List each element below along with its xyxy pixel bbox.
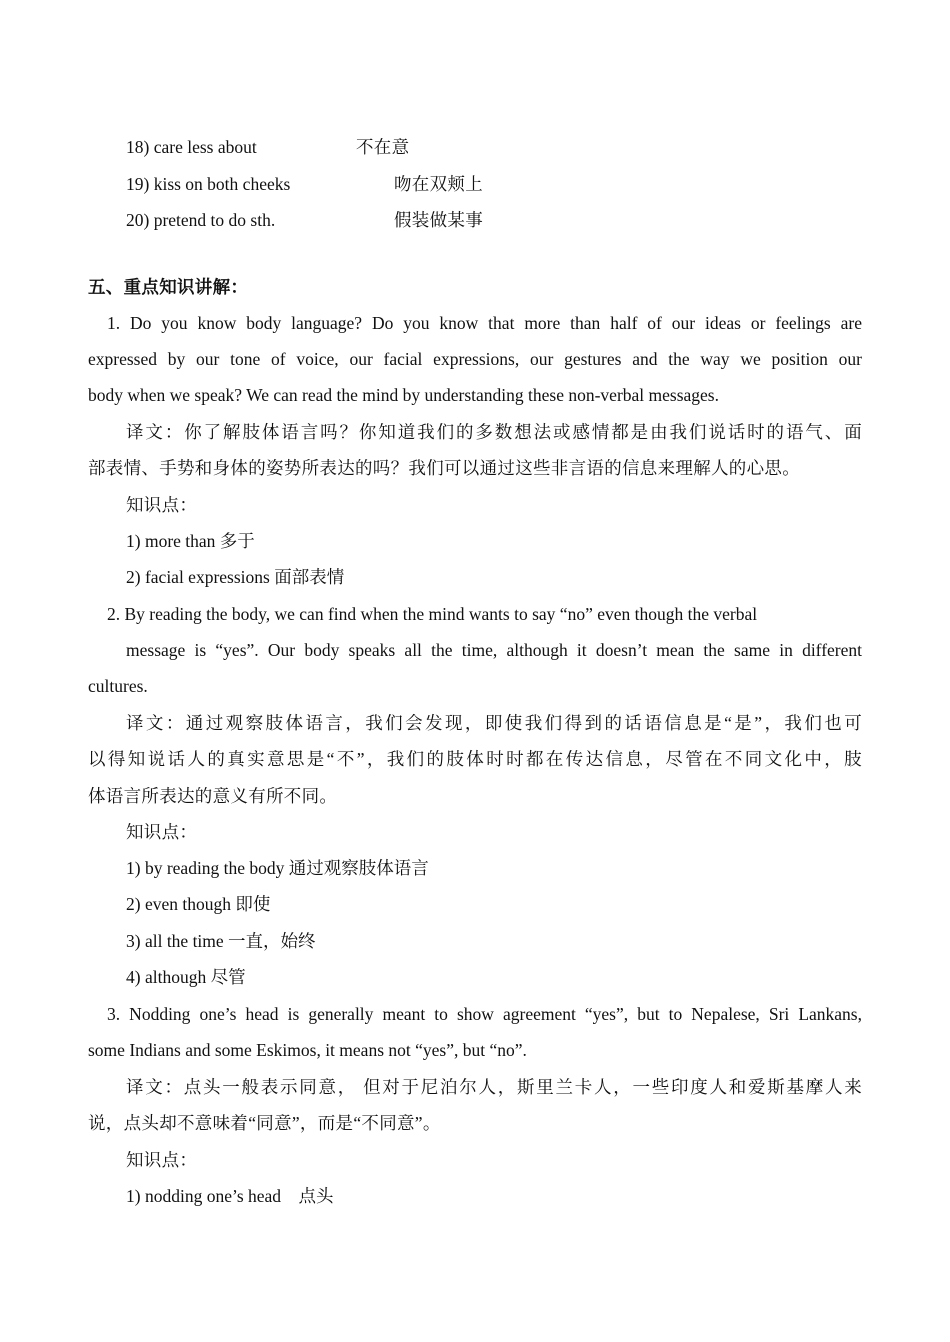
item3-point-1: 1) nodding one’s head 点头 [126, 1186, 334, 1206]
item1-point-1: 1) more than 多于 [126, 531, 255, 551]
vocab-num: 20) [126, 210, 150, 230]
vocab-num: 19) [126, 174, 150, 194]
vocab-item-18-zh: 不在意 [356, 137, 410, 157]
item1-translation-line1: 译文：你了解肢体语言吗？你知道我们的多数想法或感情都是由我们说话时的语气、面 [126, 422, 862, 442]
item2-point-4: 4) although 尽管 [126, 967, 246, 987]
item2-point-3: 3) all the time 一直，始终 [126, 931, 316, 951]
vocab-num: 18) [126, 137, 150, 157]
item2-line1: 2. By reading the body, we can find when the mind wants to say “no” even though the verbal [107, 604, 758, 624]
item2-point-2: 2) even though 即使 [126, 894, 271, 914]
vocab-item-20-en [126, 209, 275, 231]
vocab-item-18-en [126, 136, 257, 158]
item2-line3: cultures. [88, 676, 148, 696]
item1-line2: expressed by our tone of voice, our facial expressions, our gestures and the way we position our [88, 349, 862, 369]
item2-translation-line1: 译文：通过观察肢体语言，我们会发现，即使我们得到的话语信息是“是”，我们也可 [126, 713, 862, 733]
item1-points-label: 知识点： [126, 495, 198, 515]
item1-line3: body when we speak? We can read the mind by understanding these non-verbal messages. [88, 385, 719, 405]
item2-translation-line3: 体语言所表达的意义有所不同。 [88, 786, 338, 806]
vocab-en: kiss on both cheeks [153, 174, 291, 194]
item1-translation-line2: 部表情、手势和身体的姿势所表达的吗？我们可以通过这些非言语的信息来理解人的心思。 [88, 458, 800, 478]
vocab-en: pretend to do sth. [153, 210, 276, 230]
item3-points-label: 知识点： [126, 1150, 198, 1170]
item2-translation-line2: 以得知说话人的真实意思是“不”，我们的肢体时时都在传达信息，尽管在不同文化中，肢 [88, 749, 862, 769]
item2-point-1: 1) by reading the body 通过观察肢体语言 [126, 858, 429, 878]
vocab-item-19-zh: 吻在双颊上 [394, 174, 483, 194]
item1-point-2: 2) facial expressions 面部表情 [126, 567, 345, 587]
item3-translation-line1: 译文：点头一般表示同意， 但对于尼泊尔人，斯里兰卡人，一些印度人和爱斯基摩人来 [126, 1077, 862, 1097]
section-heading: 五、重点知识讲解： [88, 277, 249, 297]
item3-line1: 3. Nodding one’s head is generally meant to show agreement “yes”, but to Nepalese, Sri Lankans, [107, 1004, 862, 1024]
vocab-en: care less about [153, 137, 257, 157]
item2-points-label: 知识点： [126, 822, 198, 842]
item3-line2: some Indians and some Eskimos, it means not “yes”, but “no”. [88, 1040, 527, 1060]
vocab-item-19-en [126, 173, 290, 195]
item1-line1: 1. Do you know body language? Do you know that more than half of our ideas or feelings are [107, 313, 862, 333]
vocab-item-20-zh: 假装做某事 [394, 210, 483, 230]
item2-line2: message is “yes”. Our body speaks all the time, although it doesn’t mean the same in different [126, 640, 862, 660]
item3-translation-line2: 说，点头却不意味着“同意”，而是“不同意”。 [88, 1113, 441, 1133]
